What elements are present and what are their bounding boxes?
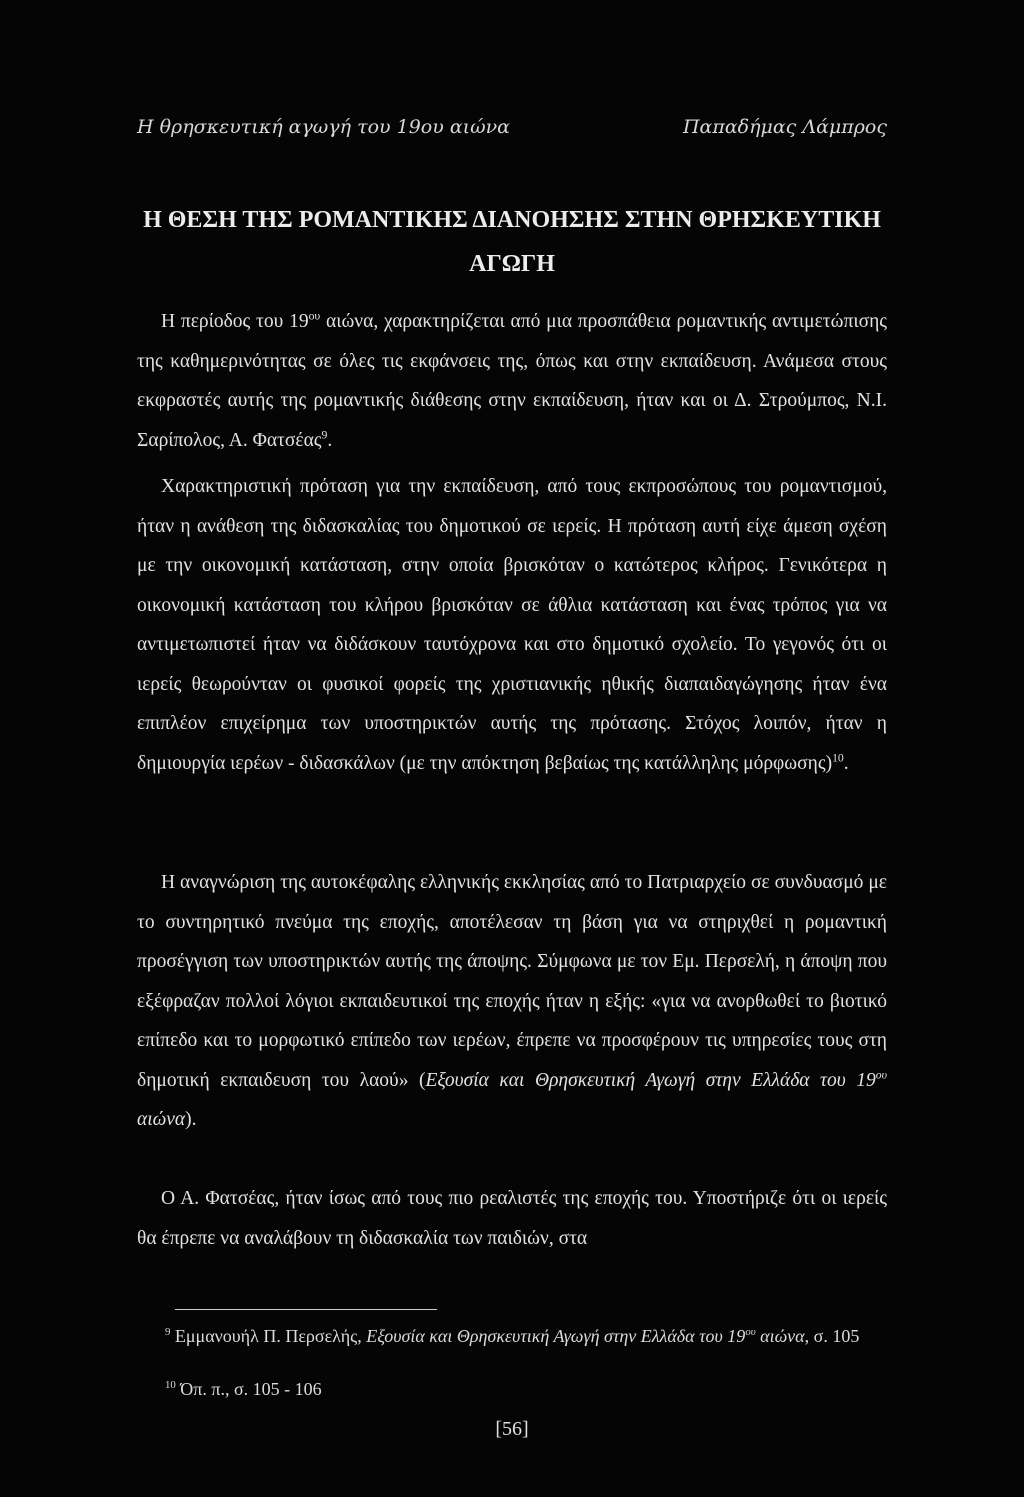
running-header-left: Η θρησκευτική αγωγή του 19ου αιώνα — [137, 116, 510, 138]
footnote-9: $^9$ Εμμανουήλ Π. Περσελής, Εξουσία και Θρησκευτική Αγωγή στην Ελλάδα του $19^{o\upsilon}$ αιώνα, σ. 105 — [165, 1326, 860, 1346]
footnote-ref-9: 9 — [321, 428, 328, 441]
footnote-ref-10: 10 — [832, 751, 844, 764]
chapter-title-line1: Η ΘΕΣΗ ΤΗΣ ΡΟΜΑΝΤΙΚΗΣ ΔΙΑΝΟΗΣΗΣ ΣΤΗΝ ΘΡΗΣΚΕΥΤΙΚΗ — [143, 207, 881, 233]
footnote-10: $^{10}$ Όπ. π., σ. 105 - 106 — [165, 1379, 322, 1399]
paragraph-2: Χαρακτηριστική πρόταση για την εκπαίδευση, από τους εκπροσώπους του ρομαντισμού, ήταν η ανάθεση της διδασκαλίας του δημοτικού σε ιερείς. Η πρόταση αυτή είχε άμεση σχέση με την οικονομική κατάσταση, στην οποία βρισκόταν ο κατώτερος κλήρος. Γενικότερα η οικονομική κατάσταση του κλήρου βρισκόταν σε άθλια κατάσταση και ένας τρόπος για να αντιμετωπιστεί ήταν να διδάσκουν ταυτόχρονα και στο δημοτικό σχολείο. Το γεγονός ότι οι ιερείς θεωρούνταν οι φυσικοί φορείς της χριστιανικής ηθικής διαπαιδαγώγησης ήταν ένα επιπλέον επιχείρημα των υποστηρικτών αυτής της πρότασης. Στόχος λοιπόν, ήταν η δημιουργία ιερέων - διδασκάλων (με την απόκτηση βεβαίως της κατάλληλης μόρφωσης)$^{10}$. — [137, 476, 887, 774]
paragraph-4: Ο Α. Φατσέας, ήταν ίσως από τους πιο ρεαλιστές της εποχής του. Υποστήριζε ότι οι ιερείς θα έπρεπε να αναλάβουν τη διδασκαλία των παιδιών, στα — [137, 1188, 887, 1249]
chapter-title-line2: ΑΓΩΓΗ — [469, 251, 555, 277]
footnote-separator — [175, 1309, 437, 1310]
paragraph-3: Η αναγνώριση της αυτοκέφαλης ελληνικής εκκλησίας από το Πατριαρχείο σε συνδυασμό με το συντηρητικό πνεύμα της εποχής, αποτέλεσαν τη βάση για να στηριχθεί η ρομαντική προσέγγιση των υποστηρικτών αυτής της άποψης. Σύμφωνα με τον Εμ. Περσελή, η άποψη που εξέφραζαν πολλοί λόγιοι εκπαιδευτικοί της εποχής ήταν η εξής: «για να ανορθωθεί το βιοτικό επίπεδο και το μορφωτικό επίπεδο των ιερέων, έπρεπε να προσφέρουν τις υπηρεσίες τους στη δημοτική εκπαιδευση του λαού» (Εξουσία και Θρησκευτική Αγωγή στην Ελλάδα του $19^{o\upsilon}$ αιώνα). — [137, 872, 887, 1130]
chapter-title — [137, 198, 887, 286]
running-header-right: Παπαδήμας Λάμπρος — [682, 116, 887, 138]
page-number: [56] — [495, 1418, 529, 1440]
paragraph-1: Η περίοδος του $19^{o\upsilon}$ αιώνα, χαρακτηρίζεται από μια προσπάθεια ρομαντικής αντιμετώπισης της καθημερινότητας σε όλες τις εκφάνσεις της, όπως και στην εκπαίδευση. Ανάμεσα στους εκφραστές αυτής της ρομαντικής διάθεσης στην εκπαίδευση, ήταν και οι Δ. Στρούμπος, Ν.Ι. Σαρίπολος, Α. Φατσέας$^9$. — [137, 309, 887, 451]
